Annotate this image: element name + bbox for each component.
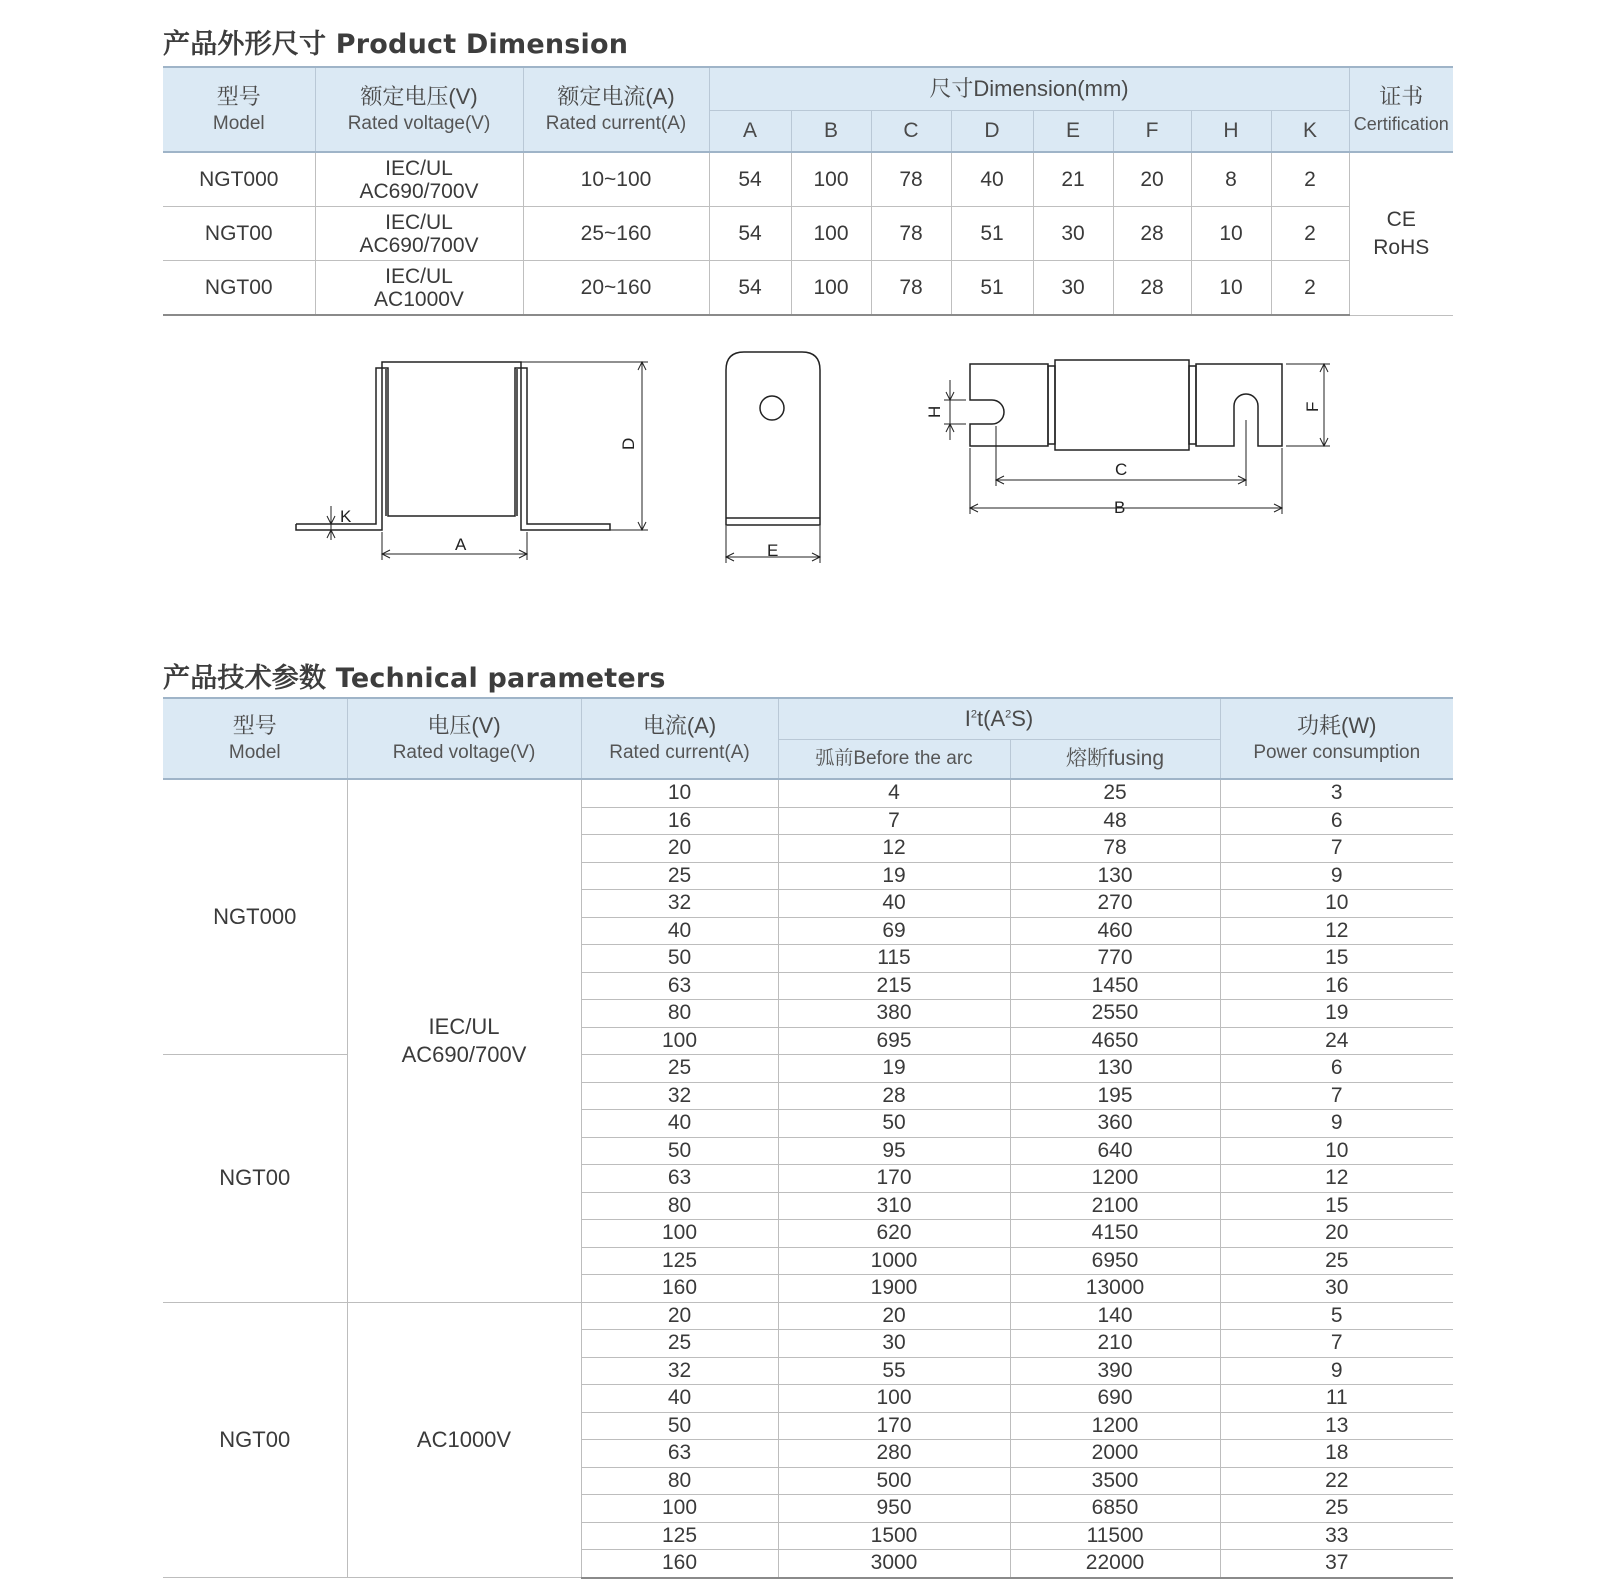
label-C: C	[1115, 460, 1128, 479]
power-cell: 5	[1220, 1302, 1453, 1330]
current-cell: 20~160	[523, 261, 709, 316]
fusing-cell: 4150	[1010, 1220, 1220, 1248]
before-arc-cell: 20	[778, 1302, 1010, 1330]
power-cell: 9	[1220, 862, 1453, 890]
label-A: A	[455, 535, 467, 554]
label-D: D	[619, 437, 638, 450]
header-model: 型号 Model	[163, 698, 347, 779]
power-cell: 13	[1220, 1412, 1453, 1440]
before-arc-cell: 280	[778, 1440, 1010, 1468]
power-cell: 9	[1220, 1357, 1453, 1385]
current-cell: 10	[581, 779, 778, 807]
current-cell: 32	[581, 1082, 778, 1110]
current-cell: 40	[581, 917, 778, 945]
before-arc-cell: 19	[778, 1055, 1010, 1083]
dim-cell-b: 100	[791, 207, 871, 261]
product-dimension-title: 产品外形尺寸 Product Dimension	[163, 29, 629, 60]
dim-cell-d: 51	[951, 261, 1033, 316]
power-cell: 15	[1220, 945, 1453, 973]
current-cell: 125	[581, 1247, 778, 1275]
voltage-cell: AC1000V	[347, 1302, 581, 1578]
before-arc-cell: 50	[778, 1110, 1010, 1138]
power-cell: 10	[1220, 890, 1453, 918]
dim-cell-b: 100	[791, 152, 871, 207]
power-cell: 7	[1220, 1330, 1453, 1358]
dim-cell-k: 2	[1271, 207, 1349, 261]
voltage-line-2: AC1000V	[374, 287, 464, 311]
before-arc-cell: 4	[778, 779, 1010, 807]
header-rated-current: 电流(A) Rated current(A)	[581, 698, 778, 779]
dim-cell-f: 28	[1113, 207, 1191, 261]
fusing-cell: 25	[1010, 779, 1220, 807]
fusing-cell: 130	[1010, 1055, 1220, 1083]
current-cell: 32	[581, 1357, 778, 1385]
header-dim-c: C	[871, 111, 951, 153]
fusing-cell: 130	[1010, 862, 1220, 890]
header-fusing: 熔断fusing	[1010, 740, 1220, 780]
before-arc-cell: 55	[778, 1357, 1010, 1385]
before-arc-cell: 1000	[778, 1247, 1010, 1275]
model-cell: NGT00	[163, 1302, 347, 1578]
fusing-cell: 390	[1010, 1357, 1220, 1385]
label-H: H	[925, 405, 944, 418]
fusing-cell: 640	[1010, 1137, 1220, 1165]
dimension-table	[163, 66, 1453, 316]
dim-cell-a: 54	[709, 207, 791, 261]
current-cell: 25	[581, 862, 778, 890]
power-cell: 16	[1220, 972, 1453, 1000]
current-cell: 50	[581, 1137, 778, 1165]
header-power-consumption: 功耗(W) Power consumption	[1220, 698, 1453, 779]
before-arc-cell: 69	[778, 917, 1010, 945]
before-arc-cell: 170	[778, 1412, 1010, 1440]
fusing-cell: 2550	[1010, 1000, 1220, 1028]
current-cell: 160	[581, 1550, 778, 1578]
model-cell: NGT000	[163, 152, 315, 207]
dim-cell-k: 2	[1271, 152, 1349, 207]
side-view-drawing	[296, 362, 610, 530]
dim-cell-c: 78	[871, 207, 951, 261]
current-cell: 25	[581, 1330, 778, 1358]
current-cell: 80	[581, 1467, 778, 1495]
fusing-cell: 360	[1010, 1110, 1220, 1138]
power-cell: 25	[1220, 1495, 1453, 1523]
fusing-cell: 210	[1010, 1330, 1220, 1358]
dim-cell-b: 100	[791, 261, 871, 316]
dim-cell-d: 51	[951, 207, 1033, 261]
model-cell: NGT000	[163, 779, 347, 1055]
current-cell: 160	[581, 1275, 778, 1303]
dim-cell-e: 30	[1033, 261, 1113, 316]
before-arc-cell: 3000	[778, 1550, 1010, 1578]
fusing-cell: 1450	[1010, 972, 1220, 1000]
current-cell: 50	[581, 945, 778, 973]
header-i2t: $I^2t(A^2S)$	[778, 698, 1220, 740]
dim-cell-h: 10	[1191, 261, 1271, 316]
header-dim-f: F	[1113, 111, 1191, 153]
fusing-cell: 2000	[1010, 1440, 1220, 1468]
header-certification: 证书 Certification	[1349, 67, 1453, 152]
table-row	[163, 207, 1453, 261]
power-cell: 7	[1220, 835, 1453, 863]
cert-rohs: RoHS	[1373, 235, 1430, 259]
current-cell: 63	[581, 972, 778, 1000]
power-cell: 3	[1220, 779, 1453, 807]
voltage-cell	[347, 779, 581, 1302]
power-cell: 20	[1220, 1220, 1453, 1248]
fuse-dimension-drawings	[0, 340, 1602, 580]
fusing-cell: 6950	[1010, 1247, 1220, 1275]
before-arc-cell: 30	[778, 1330, 1010, 1358]
voltage-line-2: AC690/700V	[359, 179, 479, 203]
dim-cell-c: 78	[871, 261, 951, 316]
model-cell: NGT00	[163, 207, 315, 261]
voltage-cell	[315, 261, 523, 316]
before-arc-cell: 380	[778, 1000, 1010, 1028]
header-rated-current: 额定电流(A) Rated current(A)	[523, 67, 709, 152]
fusing-cell: 460	[1010, 917, 1220, 945]
dim-cell-d: 40	[951, 152, 1033, 207]
power-cell: 22	[1220, 1467, 1453, 1495]
header-dim-d: D	[951, 111, 1033, 153]
fusing-cell: 22000	[1010, 1550, 1220, 1578]
power-cell: 12	[1220, 917, 1453, 945]
table-row	[163, 152, 1453, 207]
certification-cell	[1349, 152, 1453, 315]
dim-cell-a: 54	[709, 261, 791, 316]
fusing-cell: 4650	[1010, 1027, 1220, 1055]
power-cell: 30	[1220, 1275, 1453, 1303]
fusing-cell: 195	[1010, 1082, 1220, 1110]
current-cell: 20	[581, 1302, 778, 1330]
voltage-line-1: IEC/UL	[385, 210, 453, 234]
front-view-drawing	[726, 352, 820, 525]
before-arc-cell: 28	[778, 1082, 1010, 1110]
header-rated-voltage: 电压(V) Rated voltage(V)	[347, 698, 581, 779]
power-cell: 18	[1220, 1440, 1453, 1468]
table-row	[163, 779, 1453, 807]
before-arc-cell: 40	[778, 890, 1010, 918]
header-dim-k: K	[1271, 111, 1349, 153]
current-cell: 80	[581, 1000, 778, 1028]
power-cell: 11	[1220, 1385, 1453, 1413]
voltage-line-1: IEC/UL	[428, 1013, 500, 1039]
label-B: B	[1114, 498, 1126, 517]
voltage-cell	[315, 207, 523, 261]
header-dim-b: B	[791, 111, 871, 153]
header-dim-h: H	[1191, 111, 1271, 153]
current-cell: 63	[581, 1165, 778, 1193]
header-dim-e: E	[1033, 111, 1113, 153]
before-arc-cell: 215	[778, 972, 1010, 1000]
power-cell: 9	[1220, 1110, 1453, 1138]
current-cell: 100	[581, 1027, 778, 1055]
technical-parameters-title: 产品技术参数 Technical parameters	[163, 663, 666, 694]
dim-cell-e: 21	[1033, 152, 1113, 207]
before-arc-cell: 7	[778, 807, 1010, 835]
current-cell: 25	[581, 1055, 778, 1083]
fusing-cell: 11500	[1010, 1522, 1220, 1550]
before-arc-cell: 1900	[778, 1275, 1010, 1303]
current-cell: 20	[581, 835, 778, 863]
label-E: E	[767, 541, 779, 560]
header-before-arc: 弧前Before the arc	[778, 740, 1010, 780]
before-arc-cell: 310	[778, 1192, 1010, 1220]
fusing-cell: 270	[1010, 890, 1220, 918]
current-cell: 10~100	[523, 152, 709, 207]
power-cell: 7	[1220, 1082, 1453, 1110]
dim-cell-f: 28	[1113, 261, 1191, 316]
before-arc-cell: 12	[778, 835, 1010, 863]
current-cell: 40	[581, 1110, 778, 1138]
fusing-cell: 2100	[1010, 1192, 1220, 1220]
before-arc-cell: 100	[778, 1385, 1010, 1413]
fusing-cell: 13000	[1010, 1275, 1220, 1303]
before-arc-cell: 19	[778, 862, 1010, 890]
header-rated-voltage: 额定电压(V) Rated voltage(V)	[315, 67, 523, 152]
current-cell: 50	[581, 1412, 778, 1440]
technical-parameters-table	[163, 697, 1453, 1579]
voltage-line-1: IEC/UL	[385, 156, 453, 180]
power-cell: 33	[1220, 1522, 1453, 1550]
label-K: K	[340, 507, 352, 526]
before-arc-cell: 1500	[778, 1522, 1010, 1550]
fusing-cell: 3500	[1010, 1467, 1220, 1495]
current-cell: 40	[581, 1385, 778, 1413]
current-cell: 32	[581, 890, 778, 918]
current-cell: 100	[581, 1495, 778, 1523]
dim-cell-e: 30	[1033, 207, 1113, 261]
fusing-cell: 1200	[1010, 1165, 1220, 1193]
dim-cell-c: 78	[871, 152, 951, 207]
power-cell: 15	[1220, 1192, 1453, 1220]
fusing-cell: 690	[1010, 1385, 1220, 1413]
dim-cell-k: 2	[1271, 261, 1349, 316]
table-row	[163, 261, 1453, 316]
current-cell: 80	[581, 1192, 778, 1220]
voltage-line-1: IEC/UL	[385, 264, 453, 288]
before-arc-cell: 695	[778, 1027, 1010, 1055]
power-cell: 24	[1220, 1027, 1453, 1055]
fusing-cell: 140	[1010, 1302, 1220, 1330]
top-view-drawing	[970, 360, 1282, 450]
header-model: 型号 Model	[163, 67, 315, 152]
header-dim-a: A	[709, 111, 791, 153]
before-arc-cell: 620	[778, 1220, 1010, 1248]
power-cell: 10	[1220, 1137, 1453, 1165]
before-arc-cell: 95	[778, 1137, 1010, 1165]
fusing-cell: 1200	[1010, 1412, 1220, 1440]
table-row	[163, 1302, 1453, 1330]
fusing-cell: 770	[1010, 945, 1220, 973]
before-arc-cell: 950	[778, 1495, 1010, 1523]
cert-ce: CE	[1386, 207, 1416, 231]
before-arc-cell: 115	[778, 945, 1010, 973]
power-cell: 37	[1220, 1550, 1453, 1578]
power-cell: 12	[1220, 1165, 1453, 1193]
model-cell: NGT00	[163, 1055, 347, 1303]
current-cell: 100	[581, 1220, 778, 1248]
fusing-cell: 78	[1010, 835, 1220, 863]
current-cell: 125	[581, 1522, 778, 1550]
header-dimension: 尺寸Dimension(mm)	[709, 67, 1349, 111]
fusing-cell: 48	[1010, 807, 1220, 835]
power-cell: 6	[1220, 1055, 1453, 1083]
current-cell: 25~160	[523, 207, 709, 261]
fusing-cell: 6850	[1010, 1495, 1220, 1523]
before-arc-cell: 170	[778, 1165, 1010, 1193]
dim-cell-f: 20	[1113, 152, 1191, 207]
voltage-line-2: AC690/700V	[401, 1041, 527, 1067]
model-cell: NGT00	[163, 261, 315, 316]
before-arc-cell: 500	[778, 1467, 1010, 1495]
voltage-line-2: AC690/700V	[359, 233, 479, 257]
voltage-cell	[315, 152, 523, 207]
power-cell: 25	[1220, 1247, 1453, 1275]
current-cell: 63	[581, 1440, 778, 1468]
power-cell: 6	[1220, 807, 1453, 835]
dim-cell-a: 54	[709, 152, 791, 207]
label-F: F	[1303, 401, 1322, 412]
dim-cell-h: 8	[1191, 152, 1271, 207]
power-cell: 19	[1220, 1000, 1453, 1028]
current-cell: 16	[581, 807, 778, 835]
dim-cell-h: 10	[1191, 207, 1271, 261]
